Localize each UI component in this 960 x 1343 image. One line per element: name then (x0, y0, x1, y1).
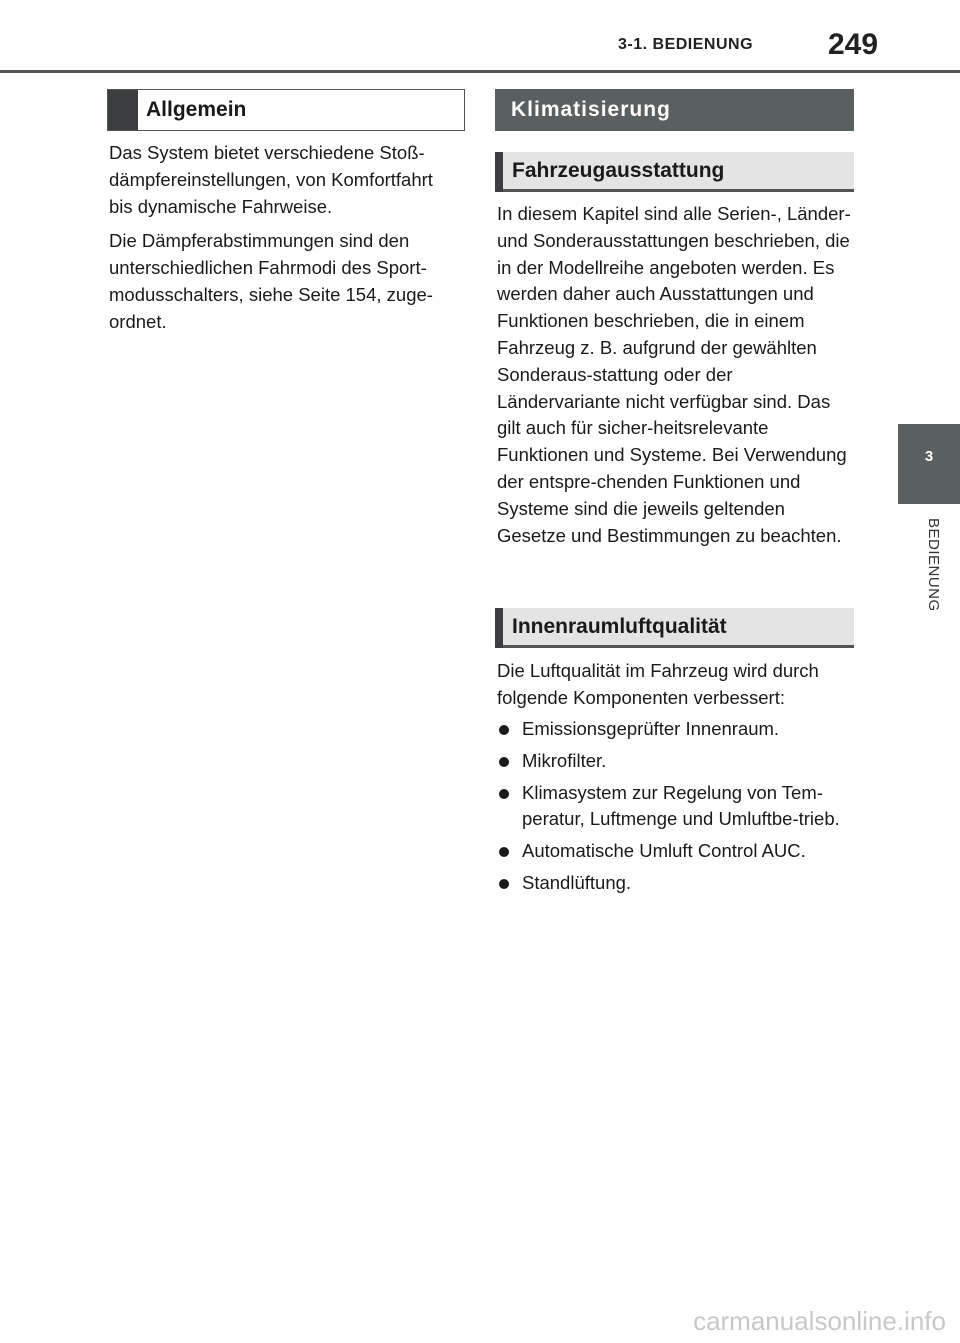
subheading-innenraumluftqualitaet (495, 608, 854, 648)
bullet-icon (499, 725, 509, 735)
list-item-text: Automatische Umluft Control AUC. (522, 840, 806, 862)
subheading-innenraumluftqualitaet-text: Innenraumluftqualität (512, 614, 727, 638)
list-item-text: Standlüftung. (522, 871, 632, 893)
paragraph: In diesem Kapitel sind alle Serien-, Länder- und Sonderausstattungen beschrieben, die in der Modellreihe angeboten werden. Es werden daher auch Ausstattungen und Funktionen beschrieben, die in einem Fahrzeug z. B. aufgrund der gewählten Sonderaus-stattung oder der Ländervariante nicht verfügbar sind. Das gilt auch für sicher-heitsrelevante Funktionen und Systeme. Bei Verwendung der entspre-chenden Funktionen und Systeme sind die jeweils geltenden Gesetze und Bestimmungen zu beachten. (497, 203, 851, 546)
list-item (497, 780, 852, 834)
list-item-text: Emissionsgeprüfter Innenraum. (522, 718, 780, 739)
allgemein-body (109, 140, 459, 344)
heading-allgemein-text: Allgemein (146, 98, 247, 121)
section-title: 3-1. BEDIENUNG (618, 36, 754, 53)
list-item (497, 716, 852, 743)
bullet-icon (499, 789, 509, 799)
subheading-fahrzeugausstattung (495, 152, 854, 192)
subheading-bar (495, 608, 503, 648)
subheading-bar (495, 152, 503, 192)
watermark: carmanualsonline.info (693, 1306, 946, 1336)
paragraph: Die Dämpferabstimmungen sind den unterschiedlichen Fahrmodi des Sport-modusschalters, siehe Seite 154, zuge-ordnet. (109, 230, 433, 332)
page-number: 249 (828, 28, 879, 61)
list-item-text: Klimasystem zur Regelung von Tem-peratur, Luftmenge und Umluftbe-trieb. (522, 781, 840, 830)
chapter-tab-label: BEDIENUNG (925, 518, 942, 612)
bullet-icon (499, 847, 509, 857)
heading-allgemein (107, 89, 465, 131)
heading-klimatisierung (495, 89, 854, 131)
heading-klimatisierung-text: Klimatisierung (511, 98, 671, 121)
list-item-text: Mikrofilter. (522, 749, 607, 771)
subheading-fahrzeugausstattung-text: Fahrzeugausstattung (512, 158, 725, 182)
list-item (497, 870, 852, 897)
list-item (497, 838, 852, 865)
list-item (497, 748, 852, 775)
paragraph: Die Luftqualität im Fahrzeug wird durch folgende Komponenten verbessert: (497, 660, 819, 708)
bullet-icon (499, 757, 509, 767)
bullet-icon (499, 879, 509, 889)
fahrzeugausstattung-body (497, 201, 852, 557)
header-rule (0, 70, 960, 73)
component-list (497, 716, 852, 902)
paragraph: Das System bietet verschiedene Stoß-dämpfereinstellungen, von Komfortfahrt bis dynamische Fahrweise. (109, 142, 433, 217)
innenraumluftqualitaet-intro (497, 658, 852, 720)
chapter-tab-number: 3 (924, 448, 934, 465)
